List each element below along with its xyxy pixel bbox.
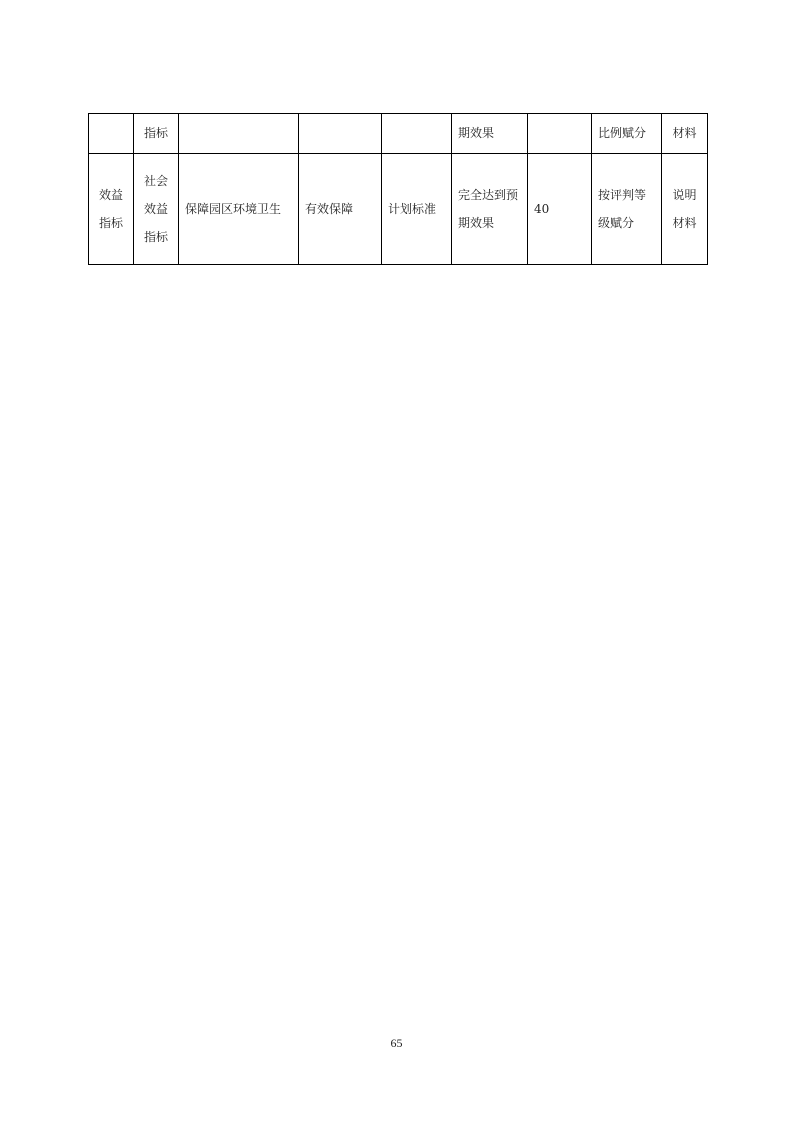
indicator-table [88,113,708,265]
table-cell [89,114,134,154]
table-cell: 材料 [662,114,708,154]
evidence-cell: 说明 材料 [662,154,708,265]
subcategory-cell: 社会 效益 指标 [134,154,179,265]
table-cell [382,114,452,154]
table-row [89,114,708,154]
page-number: 65 [390,1036,403,1050]
table-row [89,154,708,265]
basis-cell: 计划标准 [382,154,452,265]
method-cell: 按评判等 级赋分 [592,154,662,265]
table-cell: 指标 [134,114,179,154]
table-cell [179,114,299,154]
table-cell [299,114,382,154]
table-cell: 比例赋分 [592,114,662,154]
indicator-cell: 保障园区环境卫生 [179,154,299,265]
category-cell: 效益 指标 [89,154,134,265]
table-cell: 期效果 [452,114,528,154]
standard-cell: 完全达到预 期效果 [452,154,528,265]
value-cell: 有效保障 [299,154,382,265]
score-cell: 40 [528,154,592,265]
table-cell [528,114,592,154]
